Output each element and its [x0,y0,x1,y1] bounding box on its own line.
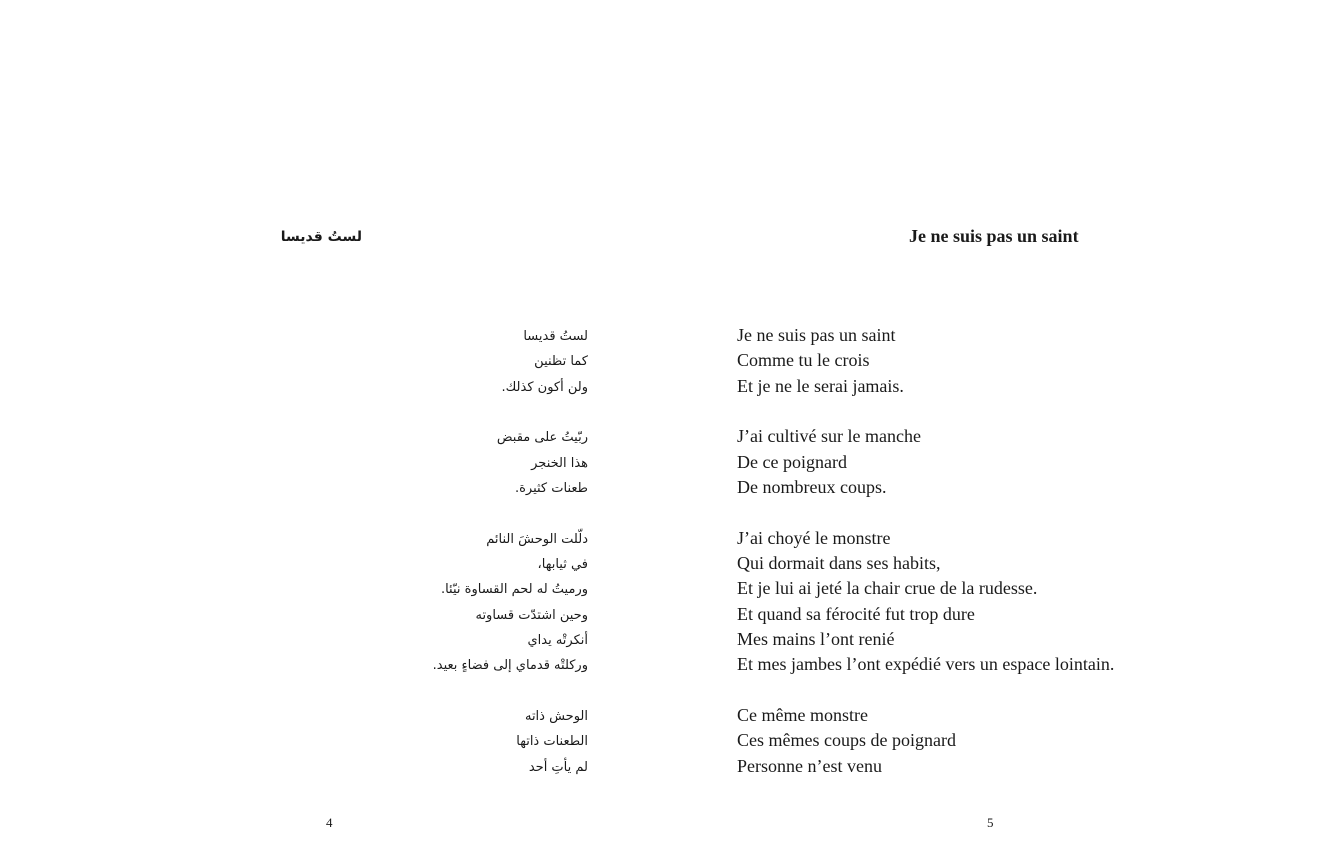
poem-line: Et je ne le serai jamais. [737,375,904,396]
arabic-stanza-2 [380,425,588,501]
page-number: 4 [326,815,333,830]
arabic-stanza-1 [380,324,588,400]
poem-line: طعنات كثيرة. [514,480,588,496]
poem-line: ورميتُ له لحم القساوة نيّئا. [440,582,588,598]
poem-line: Je ne suis pas un saint [737,325,896,345]
right-page [661,0,1322,865]
poem-line: De ce poignard [737,451,847,472]
poem-line: J’ai choyé le monstre [737,527,891,548]
poem-line: وركلتْه قدماي إلى فضاءٍ بعيد. [432,658,588,674]
poem-line: Ce même monstre [737,705,868,726]
arabic-stanza-3 [380,527,588,679]
poem-line: هذا الخنجر [531,455,588,471]
poem-line: كما تظنين [534,354,588,370]
poem-line: Comme tu le crois [737,350,870,371]
arabic-stanza-4 [380,704,588,780]
poem-line: Qui dormait dans ses habits, [737,553,941,574]
poem-line: Mes mains l’ont renié [737,628,895,649]
poem-line: J’ai cultivé sur le manche [737,426,921,447]
arabic-poem-title: لستُ قديسا [280,229,362,245]
poem-line: Ces mêmes coups de poignard [737,730,956,751]
french-poem [737,323,1114,779]
poem-line: ولن أكون كذلك. [501,379,588,395]
french-poem-title: Je ne suis pas un saint [909,226,1079,246]
french-stanza-4 [737,703,1114,779]
poem-line: Et je lui ai jeté la chair crue de la rudesse. [737,578,1038,599]
poem-line: في ثيابها، [537,557,588,573]
arabic-poem [380,324,588,780]
poem-line: Et mes jambes l’ont expédié vers un espace lointain. [737,654,1115,675]
french-stanza-3 [737,526,1114,678]
poem-line: ربّيتُ على مقبض [496,430,588,446]
french-stanza-2 [737,424,1114,500]
poem-line: وحين اشتدّت قساوته [475,607,588,623]
poem-line: Et quand sa férocité fut trop dure [737,603,975,624]
poem-line: الطعنات ذاتها [516,734,588,750]
poem-line: الوحش ذاته [524,709,588,725]
poem-line: لم يأتِ أحد [528,759,588,775]
french-stanza-1 [737,323,1114,399]
poem-line: De nombreux coups. [737,476,887,497]
poem-line: دلّلت الوحشَ النائم [486,531,588,547]
poem-line: Personne n’est venu [737,755,882,776]
poem-line: أنكرتْه يداي [527,632,588,648]
poem-line: لستُ قديسا [523,329,588,344]
page-number: 5 [987,815,994,830]
